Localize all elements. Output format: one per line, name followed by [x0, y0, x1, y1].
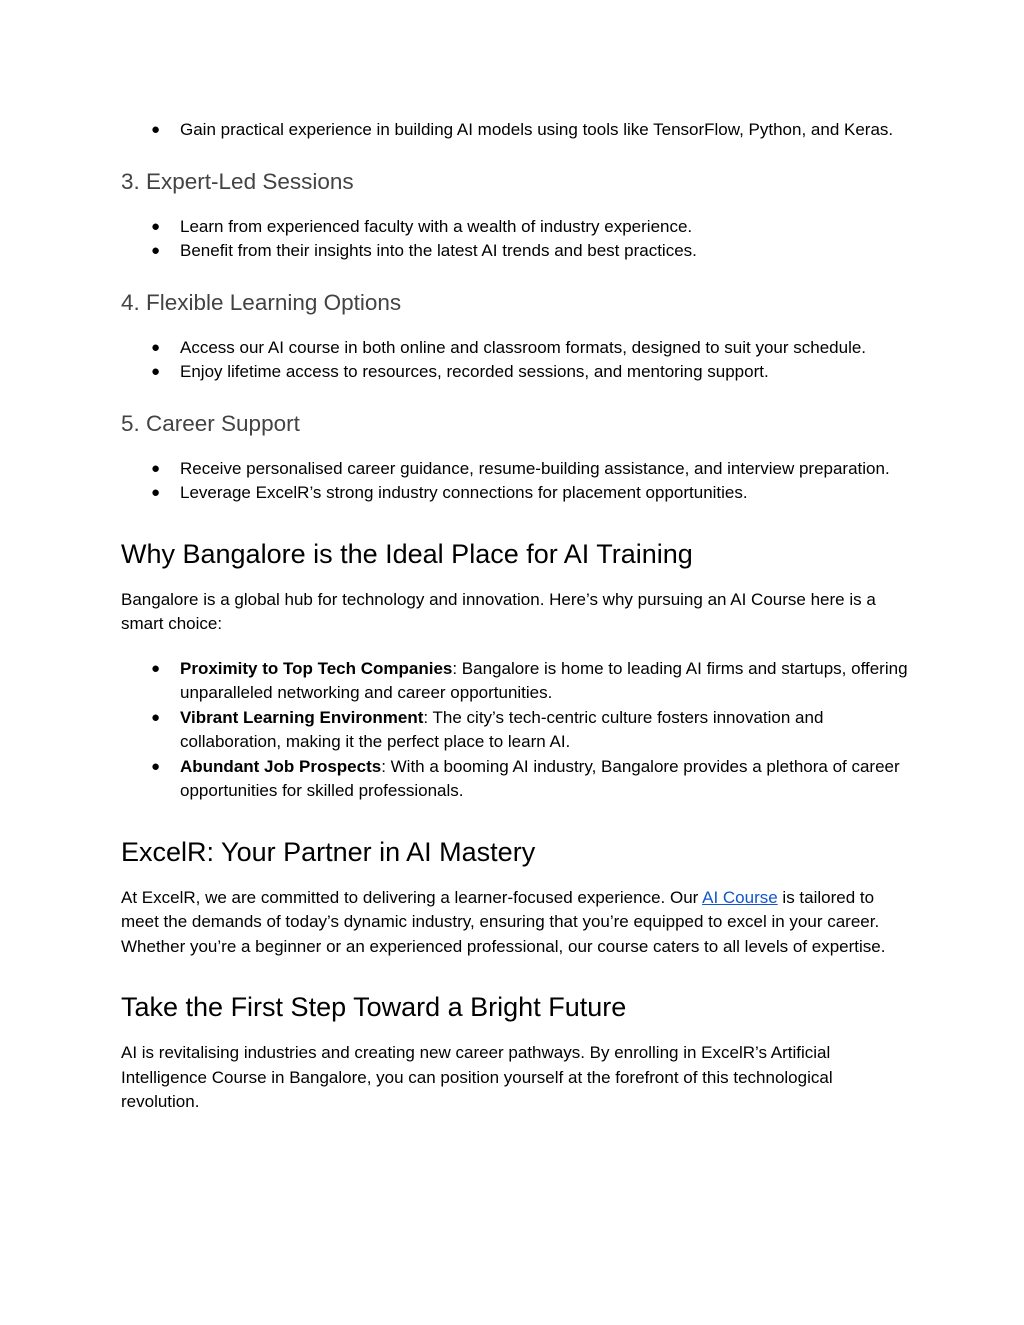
list-item-text: : The city’s tech-centric culture fosters innovation and collaboration, making it the perfect place to learn AI.: [180, 707, 824, 751]
list-item-text: Access our AI course in both online and classroom formats, designed to suit your schedule.: [180, 337, 867, 357]
bullet-bold-label: Proximity to Top Tech Companies: [180, 658, 453, 678]
list-item: [121, 118, 911, 143]
career-support-bullet-list: [121, 457, 911, 506]
bullet-icon: ●: [151, 217, 161, 235]
list-item: [121, 336, 911, 361]
list-item-text: Benefit from their insights into the latest AI trends and best practices.: [180, 241, 697, 260]
list-item-text: Leverage ExcelR’s strong industry connections for placement opportunities.: [180, 483, 748, 502]
bullet-icon: ●: [151, 338, 161, 356]
list-item: [121, 239, 911, 264]
list-item-text: Learn from experienced faculty with a wealth of industry experience.: [180, 216, 693, 236]
bullet-icon: ●: [151, 757, 161, 775]
bullet-icon: ●: [151, 659, 161, 677]
section-heading-future: Take the First Step Toward a Bright Future: [121, 992, 627, 1022]
list-item: [121, 215, 911, 240]
bullet-bold-label: Abundant Job Prospects: [180, 756, 382, 776]
list-item-text: Enjoy lifetime access to resources, recorded sessions, and mentoring support.: [180, 362, 769, 381]
list-item-text: : Bangalore is home to leading AI firms and startups, offering unparalleled networking and career opportunities.: [180, 658, 908, 702]
bangalore-bullet-list: [121, 657, 911, 804]
list-item: [121, 360, 911, 385]
bangalore-intro-paragraph: Bangalore is a global hub for technology and innovation. Here’s why pursuing an AI Course here is a smart choice:: [121, 589, 876, 633]
bullet-icon: ●: [151, 363, 161, 380]
bullet-icon: ●: [151, 708, 161, 726]
bullet-icon: ●: [151, 121, 161, 138]
list-item: [121, 657, 911, 706]
top-bullet-list: [121, 118, 911, 143]
expert-led-bullet-list: [121, 215, 911, 264]
bullet-icon: ●: [151, 484, 161, 501]
section-heading-bangalore: Why Bangalore is the Ideal Place for AI Training: [121, 538, 693, 569]
section-heading-excelr: ExcelR: Your Partner in AI Mastery: [121, 836, 536, 867]
bullet-bold-label: Vibrant Learning Environment: [180, 707, 424, 727]
list-item: [121, 481, 911, 506]
ai-course-link[interactable]: AI Course: [702, 887, 778, 907]
future-paragraph: AI is revitalising industries and creating new career pathways. By enrolling in ExcelR’s Artificial Intelligence Course in Bangalore, you can position yourself at the forefront of this technological revolution.: [121, 1043, 833, 1111]
excelr-paragraph: [121, 886, 911, 960]
bullet-icon: ●: [151, 459, 161, 477]
list-item-text: Receive personalised career guidance, resume-building assistance, and interview preparation.: [180, 458, 890, 478]
list-item-text: : With a booming AI industry, Bangalore provides a plethora of career opportunities for skilled professionals.: [180, 756, 900, 800]
paragraph-text: At ExcelR, we are committed to delivering a learner-focused experience. Our: [121, 887, 703, 907]
section-heading-flexible-learning: 4. Flexible Learning Options: [121, 289, 402, 315]
list-item: [121, 706, 911, 755]
list-item: [121, 457, 911, 482]
section-heading-expert-led: 3. Expert-Led Sessions: [121, 168, 354, 194]
document-page: [121, 118, 911, 1115]
list-item: [121, 755, 911, 804]
paragraph-text: is tailored to meet the demands of today’s dynamic industry, ensuring that you’re equipped to excel in your career. Whether you’re a beginner or an experienced professional, our course caters to all levels of expertise.: [121, 887, 886, 956]
bullet-icon: ●: [151, 242, 161, 259]
section-heading-career-support: 5. Career Support: [121, 410, 300, 436]
list-item-text: Gain practical experience in building AI models using tools like TensorFlow, Python, and Keras.: [180, 120, 894, 139]
flexible-learning-bullet-list: [121, 336, 911, 385]
